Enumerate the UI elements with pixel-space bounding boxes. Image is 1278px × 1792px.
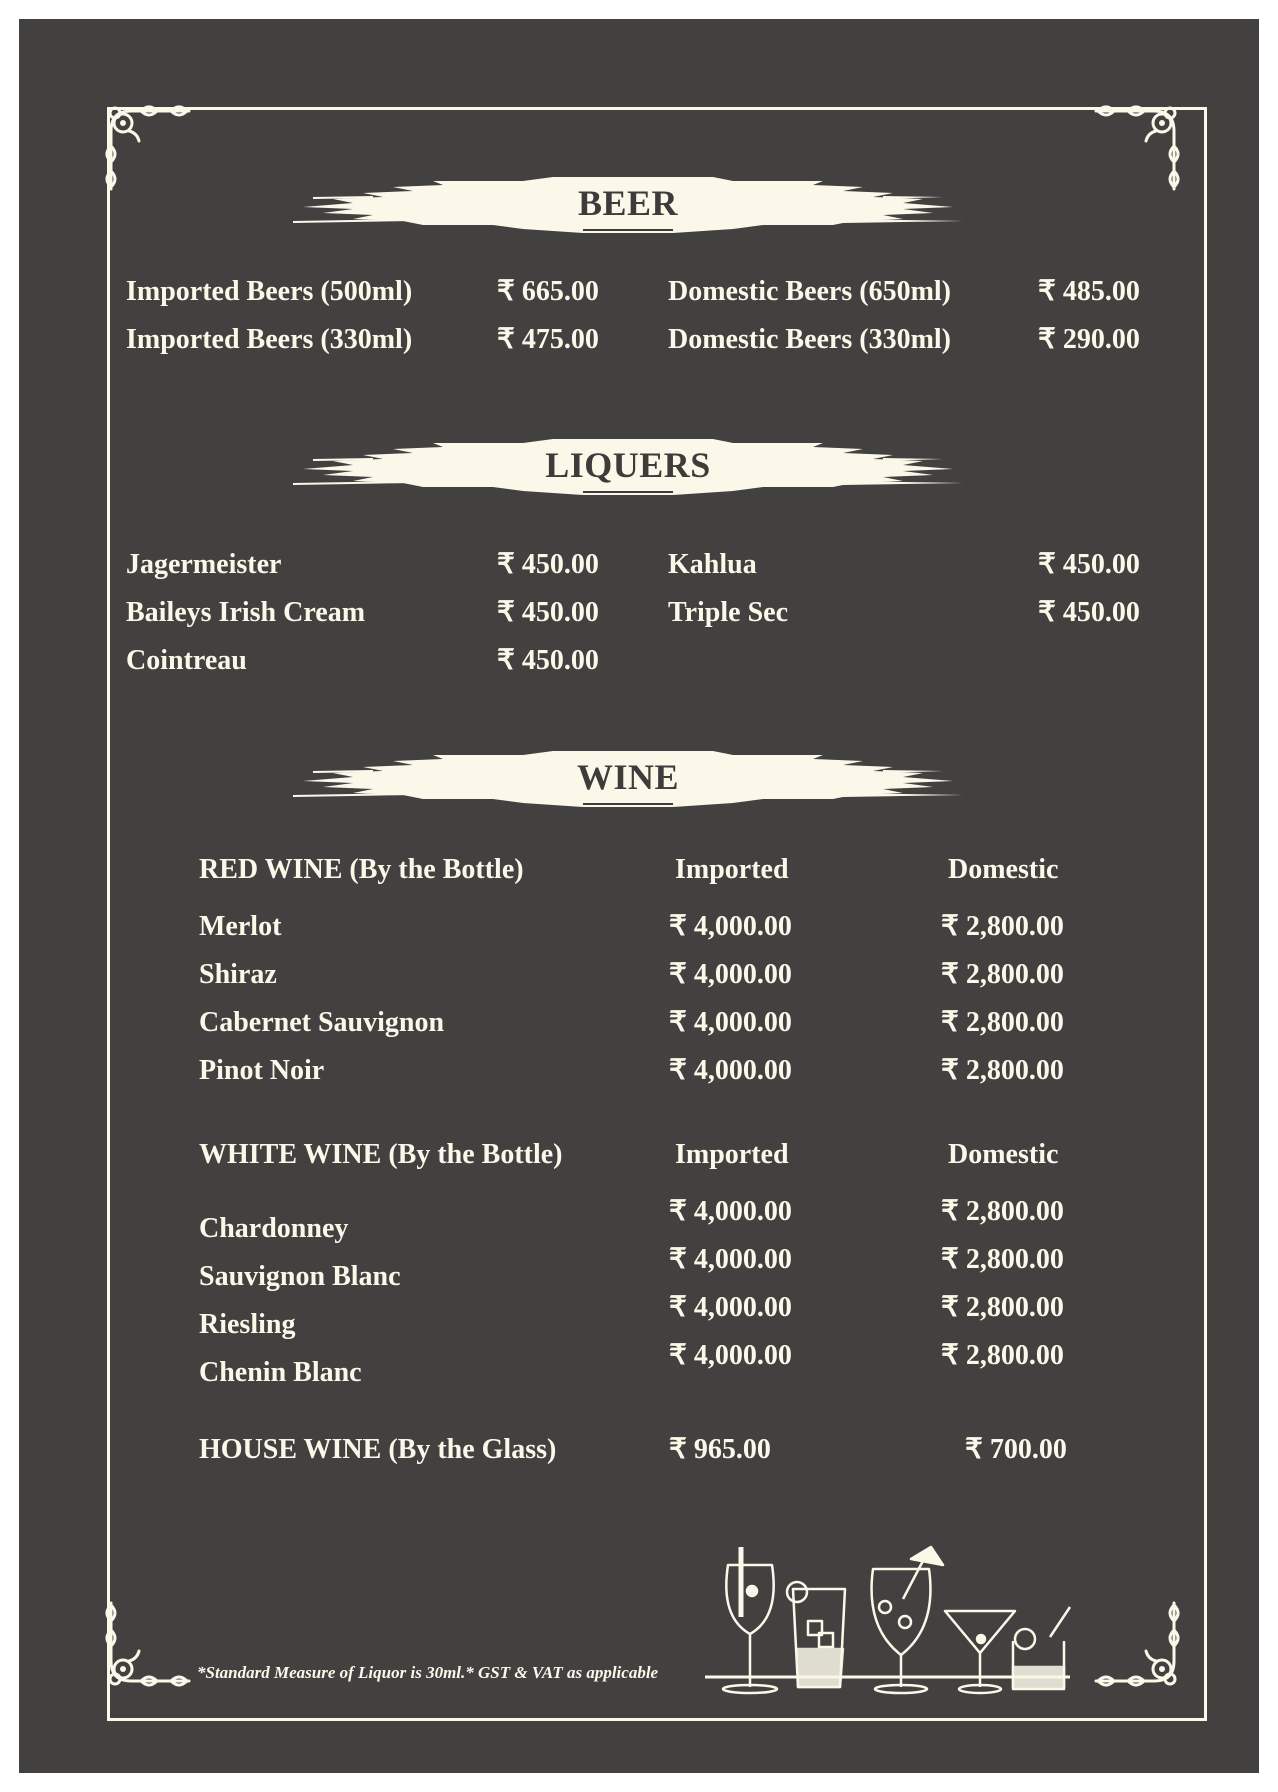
- menu-item-name: Jagermeister: [126, 549, 282, 580]
- wine-domestic-price: ₹ 2,800.00: [941, 911, 1064, 942]
- wine-imported-price: ₹ 4,000.00: [669, 1244, 792, 1275]
- menu-item-price: ₹ 485.00: [1038, 276, 1140, 307]
- wine-imported-price: ₹ 4,000.00: [669, 1007, 792, 1038]
- cocktail-glasses-illustration: [705, 1527, 1085, 1707]
- menu-item-name: Kahlua: [668, 549, 757, 580]
- menu-item-price: ₹ 450.00: [497, 549, 599, 580]
- wine-name: Sauvignon Blanc: [199, 1261, 401, 1292]
- menu-item-name: Baileys Irish Cream: [126, 597, 366, 628]
- wine-domestic-price: ₹ 2,800.00: [941, 1007, 1064, 1038]
- menu-item-name: Domestic Beers (650ml): [668, 276, 952, 307]
- house-wine-domestic-price: ₹ 700.00: [965, 1434, 1067, 1465]
- menu-item-price: ₹ 665.00: [497, 276, 599, 307]
- menu-item-name: Triple Sec: [668, 597, 789, 628]
- wine-domestic-price: ₹ 2,800.00: [941, 1055, 1064, 1086]
- beer-section-title: BEER: [577, 183, 679, 223]
- footnote-text: *Standard Measure of Liquor is 30ml.* GST & VAT as applicable: [197, 1663, 659, 1682]
- wine-section-banner: [293, 743, 963, 815]
- floral-corner-icon: [1094, 1601, 1184, 1691]
- menu-item-name: Domestic Beers (330ml): [668, 324, 952, 355]
- beer-section-banner: [293, 169, 963, 241]
- imported-column-header: Imported: [675, 854, 789, 885]
- wine-imported-price: ₹ 4,000.00: [669, 1055, 792, 1086]
- wine-name: Chenin Blanc: [199, 1357, 362, 1388]
- wine-imported-price: ₹ 4,000.00: [669, 1340, 792, 1371]
- wine-name: Riesling: [199, 1309, 296, 1340]
- wine-name: Chardonney: [199, 1213, 349, 1244]
- domestic-column-header: Domestic: [948, 1139, 1059, 1170]
- floral-corner-icon: [1094, 101, 1184, 191]
- floral-corner-icon: [101, 1601, 191, 1691]
- menu-item-price: ₹ 450.00: [497, 597, 599, 628]
- menu-item-price: ₹ 290.00: [1038, 324, 1140, 355]
- menu-item-price: ₹ 450.00: [1038, 597, 1140, 628]
- wine-imported-price: ₹ 4,000.00: [669, 959, 792, 990]
- wine-domestic-price: ₹ 2,800.00: [941, 959, 1064, 990]
- menu-page: [19, 19, 1259, 1773]
- white-wine-heading: WHITE WINE (By the Bottle): [199, 1139, 563, 1170]
- menu-item-name: Imported Beers (330ml): [126, 324, 413, 355]
- wine-imported-price: ₹ 4,000.00: [669, 1196, 792, 1227]
- wine-name: Cabernet Sauvignon: [199, 1007, 445, 1038]
- red-wine-heading: RED WINE (By the Bottle): [199, 854, 524, 885]
- menu-item-name: Cointreau: [126, 645, 247, 676]
- house-wine-imported-price: ₹ 965.00: [669, 1434, 771, 1465]
- liquers-section-title: LIQUERS: [545, 445, 711, 485]
- wine-domestic-price: ₹ 2,800.00: [941, 1196, 1064, 1227]
- wine-name: Shiraz: [199, 959, 277, 990]
- wine-imported-price: ₹ 4,000.00: [669, 1292, 792, 1323]
- wine-section-title: WINE: [576, 757, 680, 797]
- house-wine-heading: HOUSE WINE (By the Glass): [199, 1434, 557, 1465]
- menu-item-price: ₹ 475.00: [497, 324, 599, 355]
- wine-domestic-price: ₹ 2,800.00: [941, 1244, 1064, 1275]
- menu-item-name: Imported Beers (500ml): [126, 276, 413, 307]
- menu-item-price: ₹ 450.00: [1038, 549, 1140, 580]
- floral-corner-icon: [101, 101, 191, 191]
- wine-domestic-price: ₹ 2,800.00: [941, 1340, 1064, 1371]
- imported-column-header: Imported: [675, 1139, 789, 1170]
- menu-item-price: ₹ 450.00: [497, 645, 599, 676]
- wine-name: Pinot Noir: [199, 1055, 325, 1086]
- domestic-column-header: Domestic: [948, 854, 1059, 885]
- liquers-section-banner: [293, 431, 963, 503]
- wine-domestic-price: ₹ 2,800.00: [941, 1292, 1064, 1323]
- wine-imported-price: ₹ 4,000.00: [669, 911, 792, 942]
- wine-name: Merlot: [199, 911, 282, 942]
